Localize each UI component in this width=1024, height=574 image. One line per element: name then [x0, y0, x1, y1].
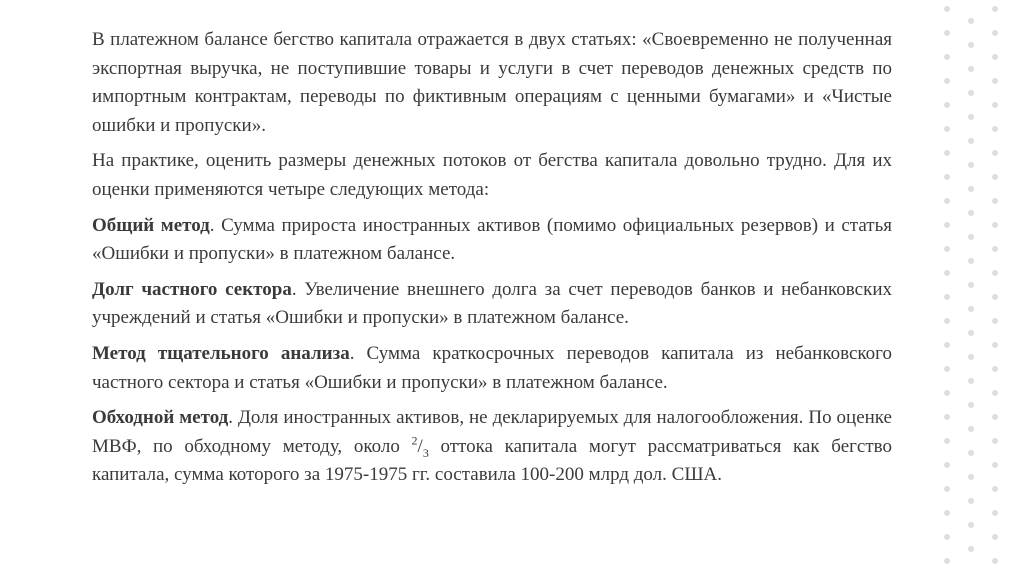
paragraph-general-method [92, 212, 892, 269]
decorative-dot [968, 402, 974, 408]
decorative-dot [992, 486, 998, 492]
decorative-dot [968, 282, 974, 288]
method-term: Общий метод [92, 214, 210, 236]
method-term: Метод тщательного анализа [92, 342, 350, 364]
paragraph-text: . Сумма прироста иностранных активов (помимо официальных резервов) и статья «Ошибки и пропуски» в платежном балансе. [92, 214, 892, 265]
decorative-dot [944, 318, 950, 324]
decorative-dot [968, 18, 974, 24]
decorative-dot [992, 54, 998, 60]
decorative-dot [992, 198, 998, 204]
decorative-dot [944, 366, 950, 372]
paragraph-text: . Увеличение внешнего долга за счет переводов банков и небанковских учреждений и статья «Ошибки и пропуски» в платежном балансе. [92, 278, 893, 329]
decorative-dot [944, 54, 950, 60]
method-term: Долг частного сектора [92, 278, 292, 300]
decorative-dot [992, 222, 998, 228]
paragraph-text: . Доля иностранных активов, не декларируемых для налогообложения. По оценке МВФ, по обходному методу, около [92, 407, 892, 457]
decorative-dot [992, 126, 998, 132]
decorative-dot [968, 474, 974, 480]
decorative-dot [992, 342, 998, 348]
decorative-dot [944, 198, 950, 204]
decorative-dot [968, 378, 974, 384]
decorative-dot [944, 174, 950, 180]
decorative-dot [992, 462, 998, 468]
decorative-dot [968, 186, 974, 192]
decorative-dot [944, 222, 950, 228]
decorative-dot [968, 546, 974, 552]
decorative-dot [968, 258, 974, 264]
paragraph-text: оттока капитала могут рассматриваться как бегство капитала, сумма которого за 1975-1975 гг. составила 100-200 млрд дол. США. [92, 435, 892, 486]
fraction [411, 433, 429, 460]
decorative-dot [992, 318, 998, 324]
decorative-dot [944, 270, 950, 276]
decorative-dot [968, 138, 974, 144]
paragraph-text: В платежном балансе бегство капитала отражается в двух статьях: «Своевременно не полученная экспортная выручка, не поступившие товары и услуги в счет переводов денежных средств по импортным контрактам, переводы по фиктивным операциям с ценными бумагами» и «Чистые ошибки и пропуски». [92, 29, 892, 136]
decorative-dot [944, 294, 950, 300]
decorative-dot [944, 342, 950, 348]
decorative-dot [968, 330, 974, 336]
decorative-dot [992, 246, 998, 252]
decorative-dot [992, 102, 998, 108]
paragraph-indirect-method [92, 404, 892, 490]
decorative-dot [944, 558, 950, 564]
decorative-dot [944, 150, 950, 156]
decorative-dot-pattern [930, 0, 1024, 574]
decorative-dot [944, 102, 950, 108]
decorative-dot [944, 30, 950, 36]
decorative-dot [944, 510, 950, 516]
decorative-dot [968, 114, 974, 120]
fraction-numerator: 2 [411, 433, 418, 448]
decorative-dot [992, 438, 998, 444]
decorative-dot [992, 414, 998, 420]
decorative-dot [944, 6, 950, 12]
fraction-separator: / [417, 435, 423, 457]
fraction-denominator: 3 [422, 445, 429, 460]
decorative-dot [944, 78, 950, 84]
decorative-dot [968, 162, 974, 168]
decorative-dot [992, 366, 998, 372]
decorative-dot [992, 270, 998, 276]
decorative-dot [968, 90, 974, 96]
decorative-dot [992, 30, 998, 36]
decorative-dot [968, 306, 974, 312]
decorative-dot [944, 534, 950, 540]
paragraph-thorough-analysis [92, 340, 892, 397]
decorative-dot [944, 390, 950, 396]
decorative-dot [992, 174, 998, 180]
paragraph-intro [92, 26, 892, 140]
decorative-dot [968, 66, 974, 72]
decorative-dot [968, 42, 974, 48]
decorative-dot [992, 150, 998, 156]
decorative-dot [992, 294, 998, 300]
decorative-dot [968, 522, 974, 528]
paragraph-methods-intro [92, 147, 892, 204]
decorative-dot [968, 450, 974, 456]
decorative-dot [968, 354, 974, 360]
decorative-dot [992, 534, 998, 540]
decorative-dot [944, 486, 950, 492]
decorative-dot [992, 390, 998, 396]
decorative-dot [992, 6, 998, 12]
decorative-dot [944, 246, 950, 252]
decorative-dot [968, 234, 974, 240]
decorative-dot [944, 462, 950, 468]
decorative-dot [992, 558, 998, 564]
paragraph-text: . Сумма краткосрочных переводов капитала из небанковского частного сектора и статья «Ошибки и пропуски» в платежном балансе. [92, 342, 892, 393]
decorative-dot [968, 210, 974, 216]
decorative-dot [944, 126, 950, 132]
decorative-dot [968, 498, 974, 504]
decorative-dot [992, 510, 998, 516]
decorative-dot [944, 438, 950, 444]
method-term: Обходной метод [92, 407, 229, 429]
decorative-dot [968, 426, 974, 432]
decorative-dot [992, 78, 998, 84]
paragraph-text: На практике, оценить размеры денежных потоков от бегства капитала довольно трудно. Для их оценки применяются четыре следующих метода: [92, 150, 892, 200]
slide-body [92, 26, 892, 497]
decorative-dot [944, 414, 950, 420]
paragraph-private-debt [92, 276, 892, 333]
